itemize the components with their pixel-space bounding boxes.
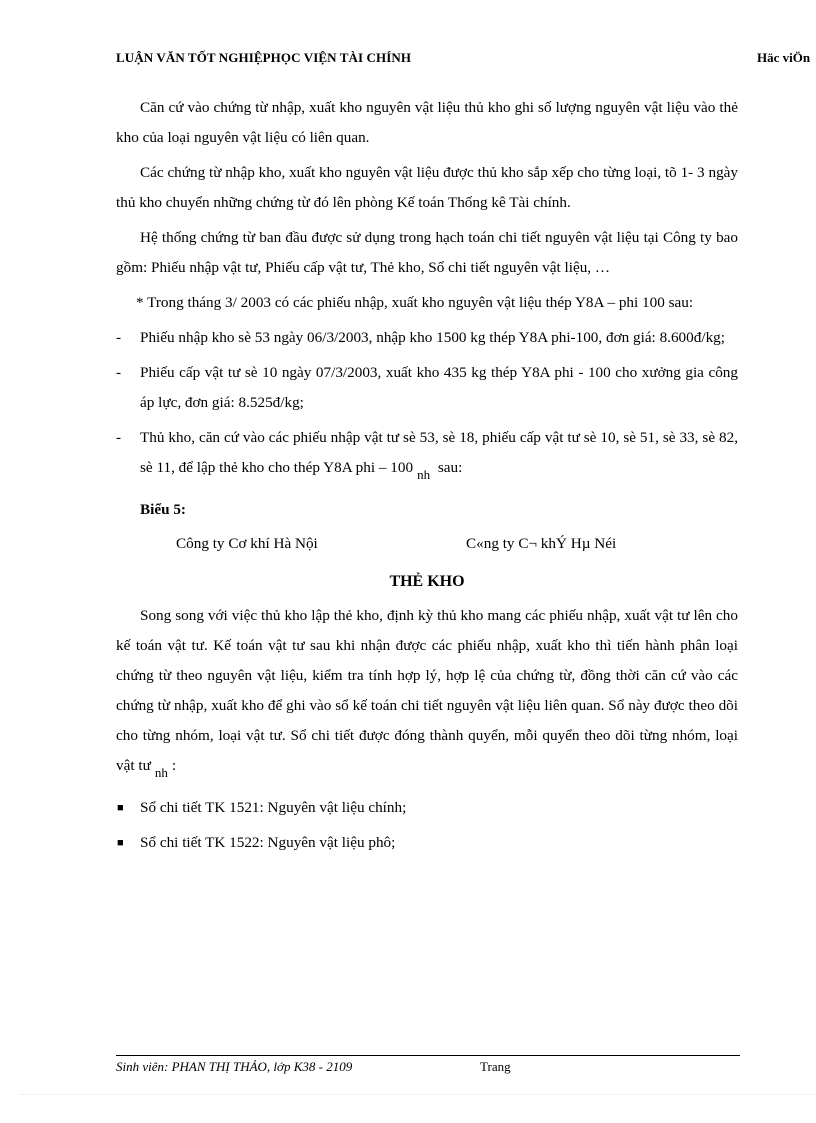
square-bullet-icon: ■	[117, 802, 124, 814]
list-item-text: Phiếu cấp vật tư sè 10 ngày 07/3/2003, xuất kho 435 kg thép Y8A phi - 100 cho xưởng gia công áp lực, đơn giá: 8.525đ/kg;	[140, 364, 738, 411]
section-title: THẺ KHO	[389, 573, 465, 590]
list-item-text: Sổ chi tiết TK 1521: Nguyên vật liệu chính;	[140, 799, 407, 816]
list-item-text: Thủ kho, căn cứ vào các phiếu nhập vật tư sè 53, sè 18, phiếu cấp vật tư sè 10, sè 51, sè 33, sè 82, sè 11, để lập thẻ kho cho thép Y8A phi – 100	[140, 429, 738, 476]
subscript-text: nh	[154, 765, 168, 780]
dash-marker: -	[116, 429, 122, 446]
company-name-right: C«ng ty C¬ khÝ Hµ Néi	[466, 535, 617, 552]
list-item-text: Phiếu nhập kho sè 53 ngày 06/3/2003, nhập kho 1500 kg thép Y8A phi-100, đơn giá: 8.600đ/kg;	[140, 329, 725, 346]
list-item	[116, 828, 738, 858]
footer-divider	[116, 1055, 740, 1056]
company-name-left: Công ty Cơ khí Hà Nội	[176, 535, 318, 552]
paragraph-1: Căn cứ vào chứng từ nhập, xuất kho nguyên vật liệu thủ kho ghi số lượng nguyên vật liệu vào thẻ kho của loại nguyên vật liệu có liên quan.	[116, 99, 738, 146]
document-body	[116, 93, 738, 863]
header-right-text: Häc viÖn	[757, 50, 811, 65]
list-item	[116, 323, 738, 353]
dash-marker: -	[116, 329, 122, 346]
page-bottom-divider	[20, 1094, 816, 1095]
company-row	[116, 529, 738, 563]
paragraph-5-tail: :	[171, 757, 177, 774]
square-bullet-icon: ■	[117, 837, 124, 849]
paragraph-2: Các chứng từ nhập kho, xuất kho nguyên vật liệu được thủ kho sắp xếp cho từng loại, tõ 1- 3 ngày thủ kho chuyển những chứng từ đó lên phòng Kế toán Thống kê Tài chính.	[116, 164, 738, 211]
footer-student: Sinh viên: PHAN THỊ THẢO, lớp K38 - 2109	[116, 1059, 353, 1074]
paragraph-5	[116, 601, 738, 788]
paragraph-5-text: Song song với việc thủ kho lập thẻ kho, định kỳ thủ kho mang các phiếu nhập, xuất vật tư lên cho kế toán vật tư. Kế toán vật tư sau khi nhận được các phiếu nhập, xuất kho thì tiến hành phân loại chứng từ theo nguyên vật liệu, kiểm tra tính hợp lý, hợp lệ của chứng từ, đồng thời căn cứ vào các chứng từ nhập, xuất kho để ghi vào sổ kế toán chi tiết nguyên vật liệu liên quan. Sổ này được theo dõi cho từng nhóm, loại vật tư. Sổ chi tiết được đóng thành quyển, mỗi quyển theo dõi từng nhóm, loại vật tư	[116, 607, 738, 774]
header-title: LUẬN VĂN TỐT NGHIỆPHỌC VIỆN TÀI CHÍNH	[116, 50, 412, 65]
list-item-text: Sổ chi tiết TK 1522: Nguyên vật liệu phô;	[140, 834, 396, 851]
dash-marker: -	[116, 364, 122, 381]
list-item	[116, 358, 738, 418]
paragraph-4: * Trong tháng 3/ 2003 có các phiếu nhập, xuất kho nguyên vật liệu thép Y8A – phi 100 sau:	[136, 294, 694, 311]
list-item	[116, 793, 738, 823]
figure-label: Biểu 5:	[140, 501, 186, 518]
list-item	[116, 423, 738, 490]
footer-page-label: Trang	[480, 1059, 511, 1074]
paragraph-3: Hệ thống chứng từ ban đầu được sử dụng trong hạch toán chi tiết nguyên vật liệu tại Công ty bao gồm: Phiếu nhập vật tư, Phiếu cấp vật tư, Thẻ kho, Sổ chi tiết nguyên vật liệu, …	[116, 229, 738, 276]
subscript-text: nh	[417, 467, 431, 482]
list-item-tail: sau:	[437, 459, 463, 476]
